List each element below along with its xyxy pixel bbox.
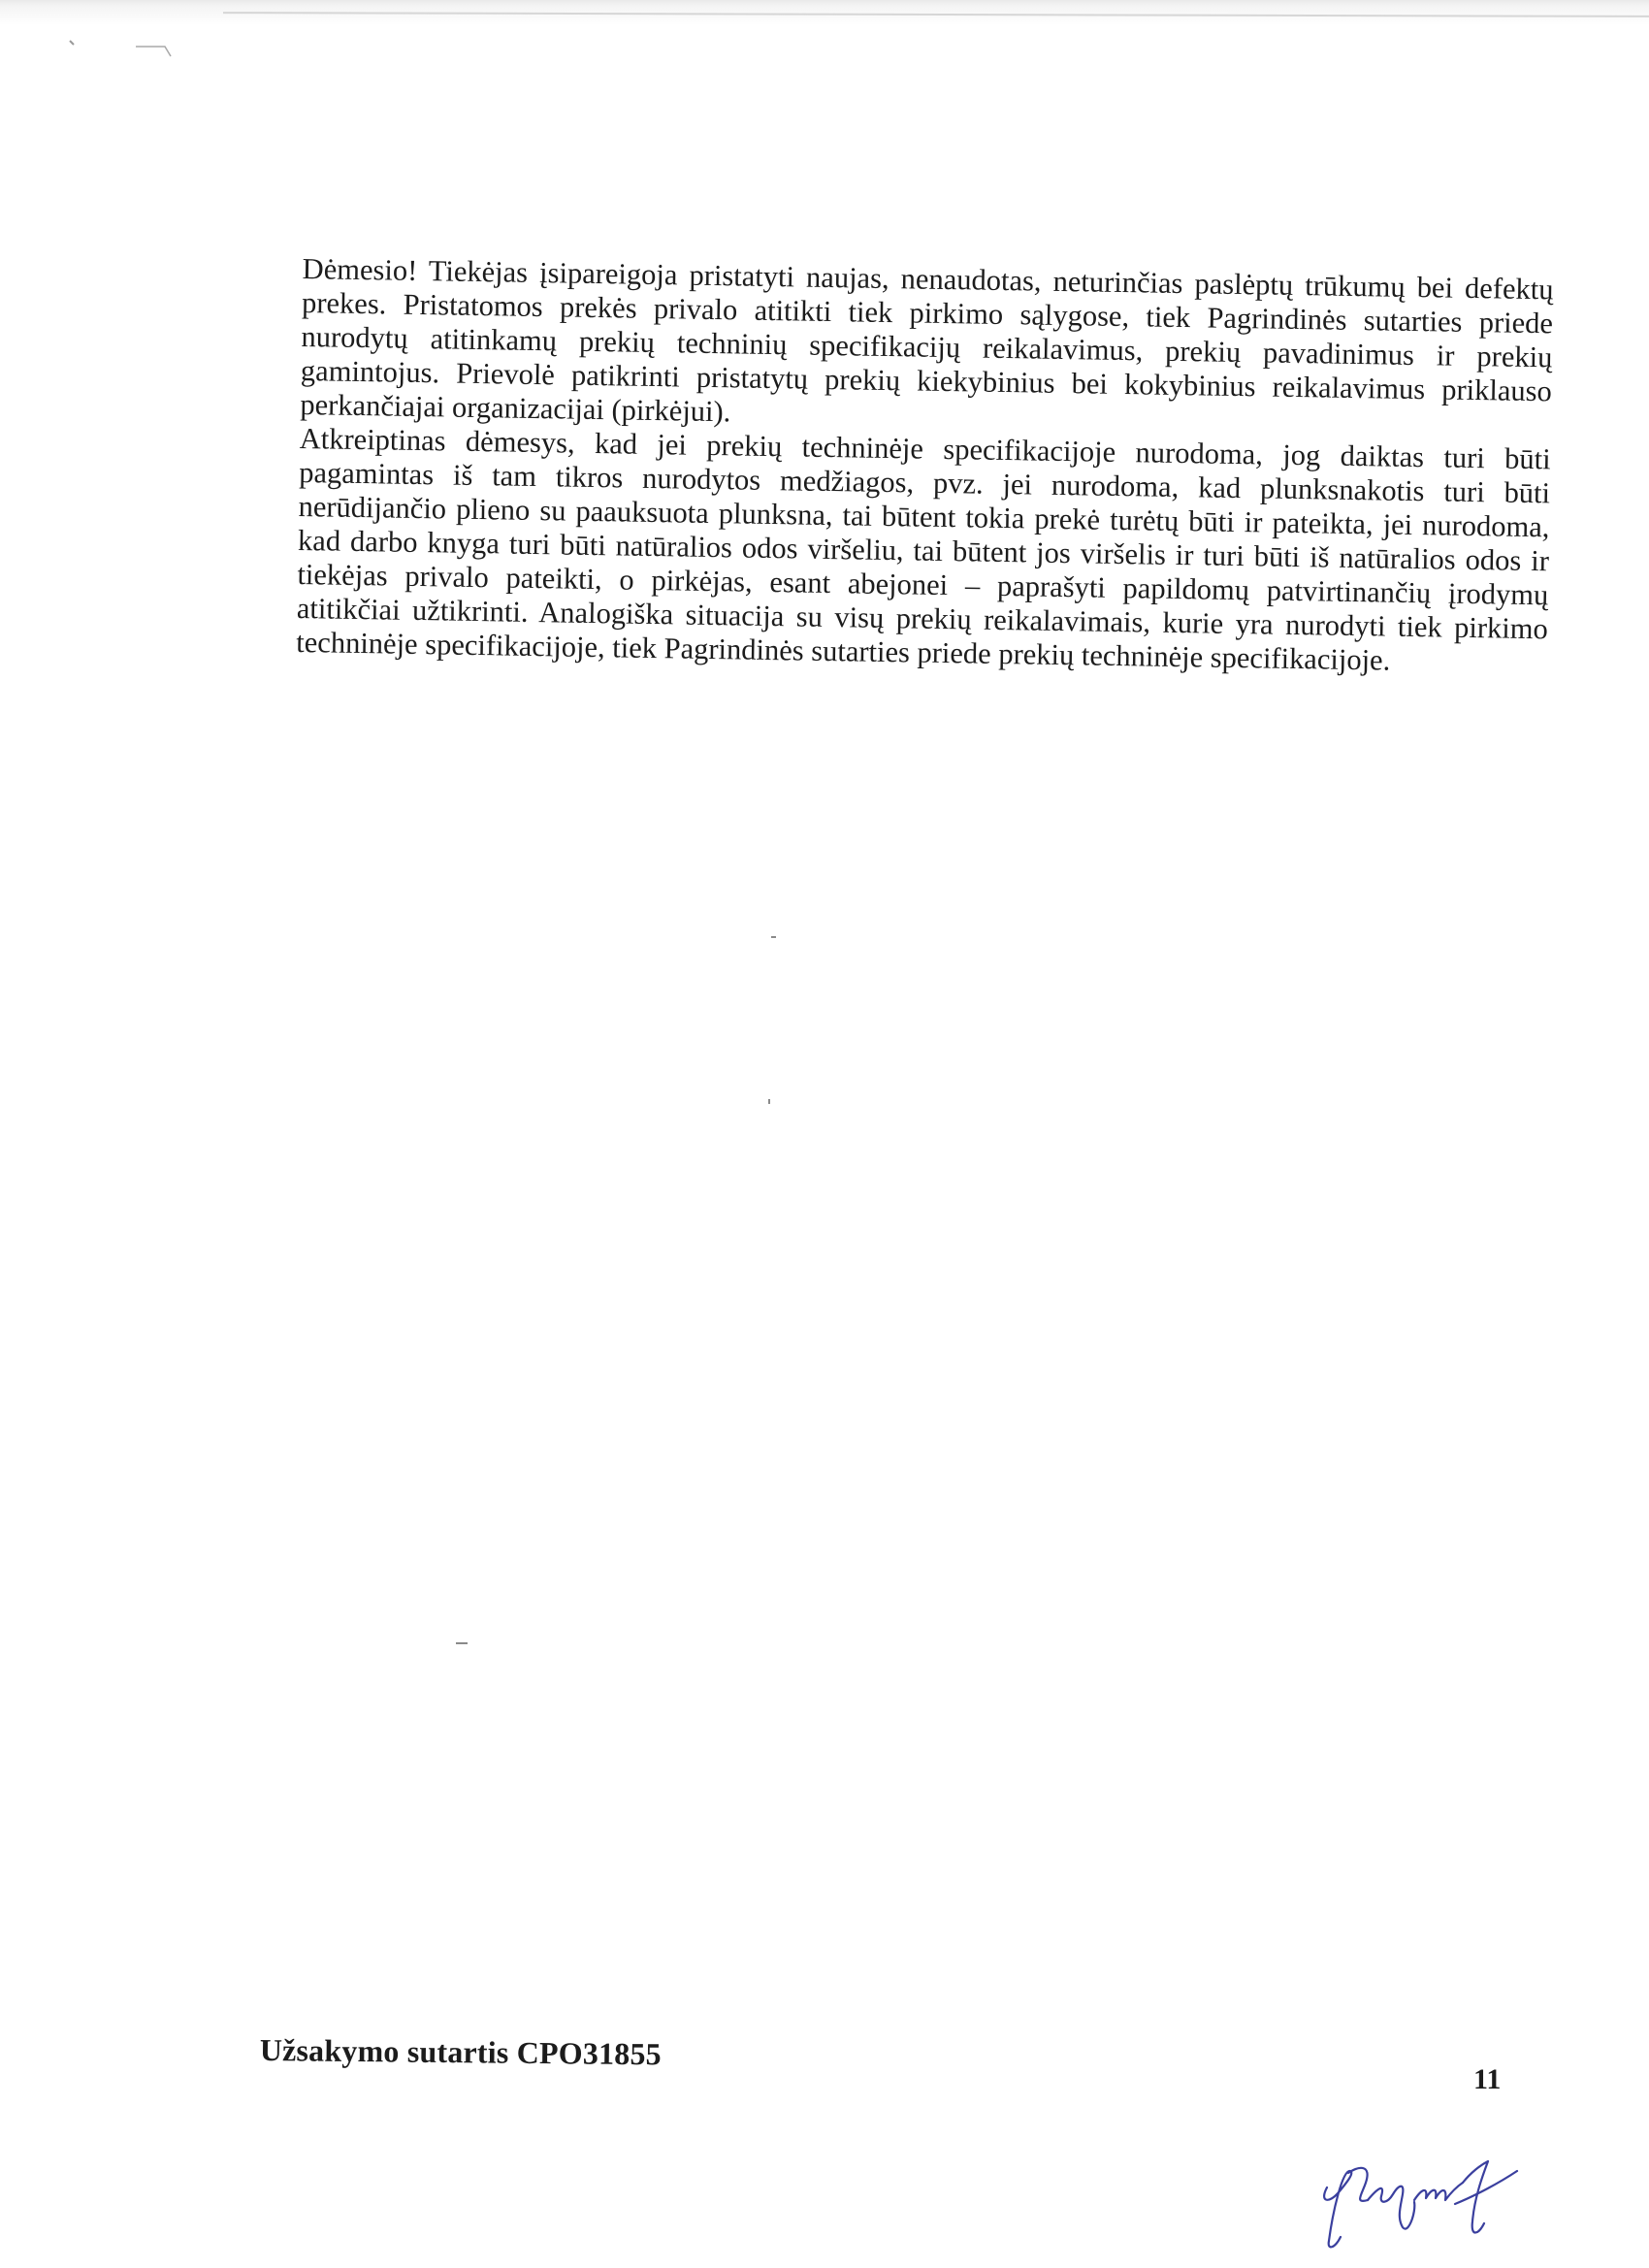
notice-text-block [296, 252, 1554, 680]
notice-paragraph: Dėmesio! Tiekėjas įsipareigoja pristatyti naujas, nenaudotas, neturinčias paslėptų trūkumų bei defektų prekes. Pristatomos prekės privalo atitikti tiek pirkimo sąlygose, tiek Pagrindinės sutarties priede nurodytų atitinkamų prekių techninių specifikacijų reikalavimus, prekių pavadinimus ir prekių gamintojus. Prievolė patikrinti pristatytų prekių kiekybinius bei kokybinius reikalavimus priklauso perkančiajai organizacijai (pirkėjui). [300, 252, 1554, 429]
contract-title: Užsakymo sutartis CPO31855 [259, 2032, 663, 2072]
handwritten-signature-icon [1310, 2144, 1533, 2260]
clarification-paragraph: Atkreiptinas dėmesys, kad jei prekių techninėje specifikacijoje nurodoma, jog daiktas turi būti pagamintas iš tam tikros nurodytos medžiagos, pvz. jei nurodoma, kad plunksnakotis turi būti nerūdijančio plieno su paauksuota plunksna, tai būtent tokia prekė turėtų būti ir pateikta, jei nurodoma, kad darbo knyga turi būti natūralios odos viršeliu, tai būtent jos viršelis ir turi būti iš natūralios odos ir tiekėjas privalo pateikti, o pirkėjas, esant abejonei – paprašyti papildomų patvirtinančių įrodymų atitikčiai užtikrinti. Analogiška situacija su visų prekių reikalavimais, kurie yra nurodyti tiek pirkimo techninėje specifikacijoje, tiek Pagrindinės sutarties priede prekių techninėje specifikacijoje. [296, 421, 1551, 677]
scan-speck [768, 1099, 770, 1104]
scan-speck [771, 936, 776, 938]
scan-corner-mark-icon [68, 35, 184, 64]
page-number: 11 [1473, 2063, 1502, 2095]
scan-speck [456, 1642, 468, 1644]
